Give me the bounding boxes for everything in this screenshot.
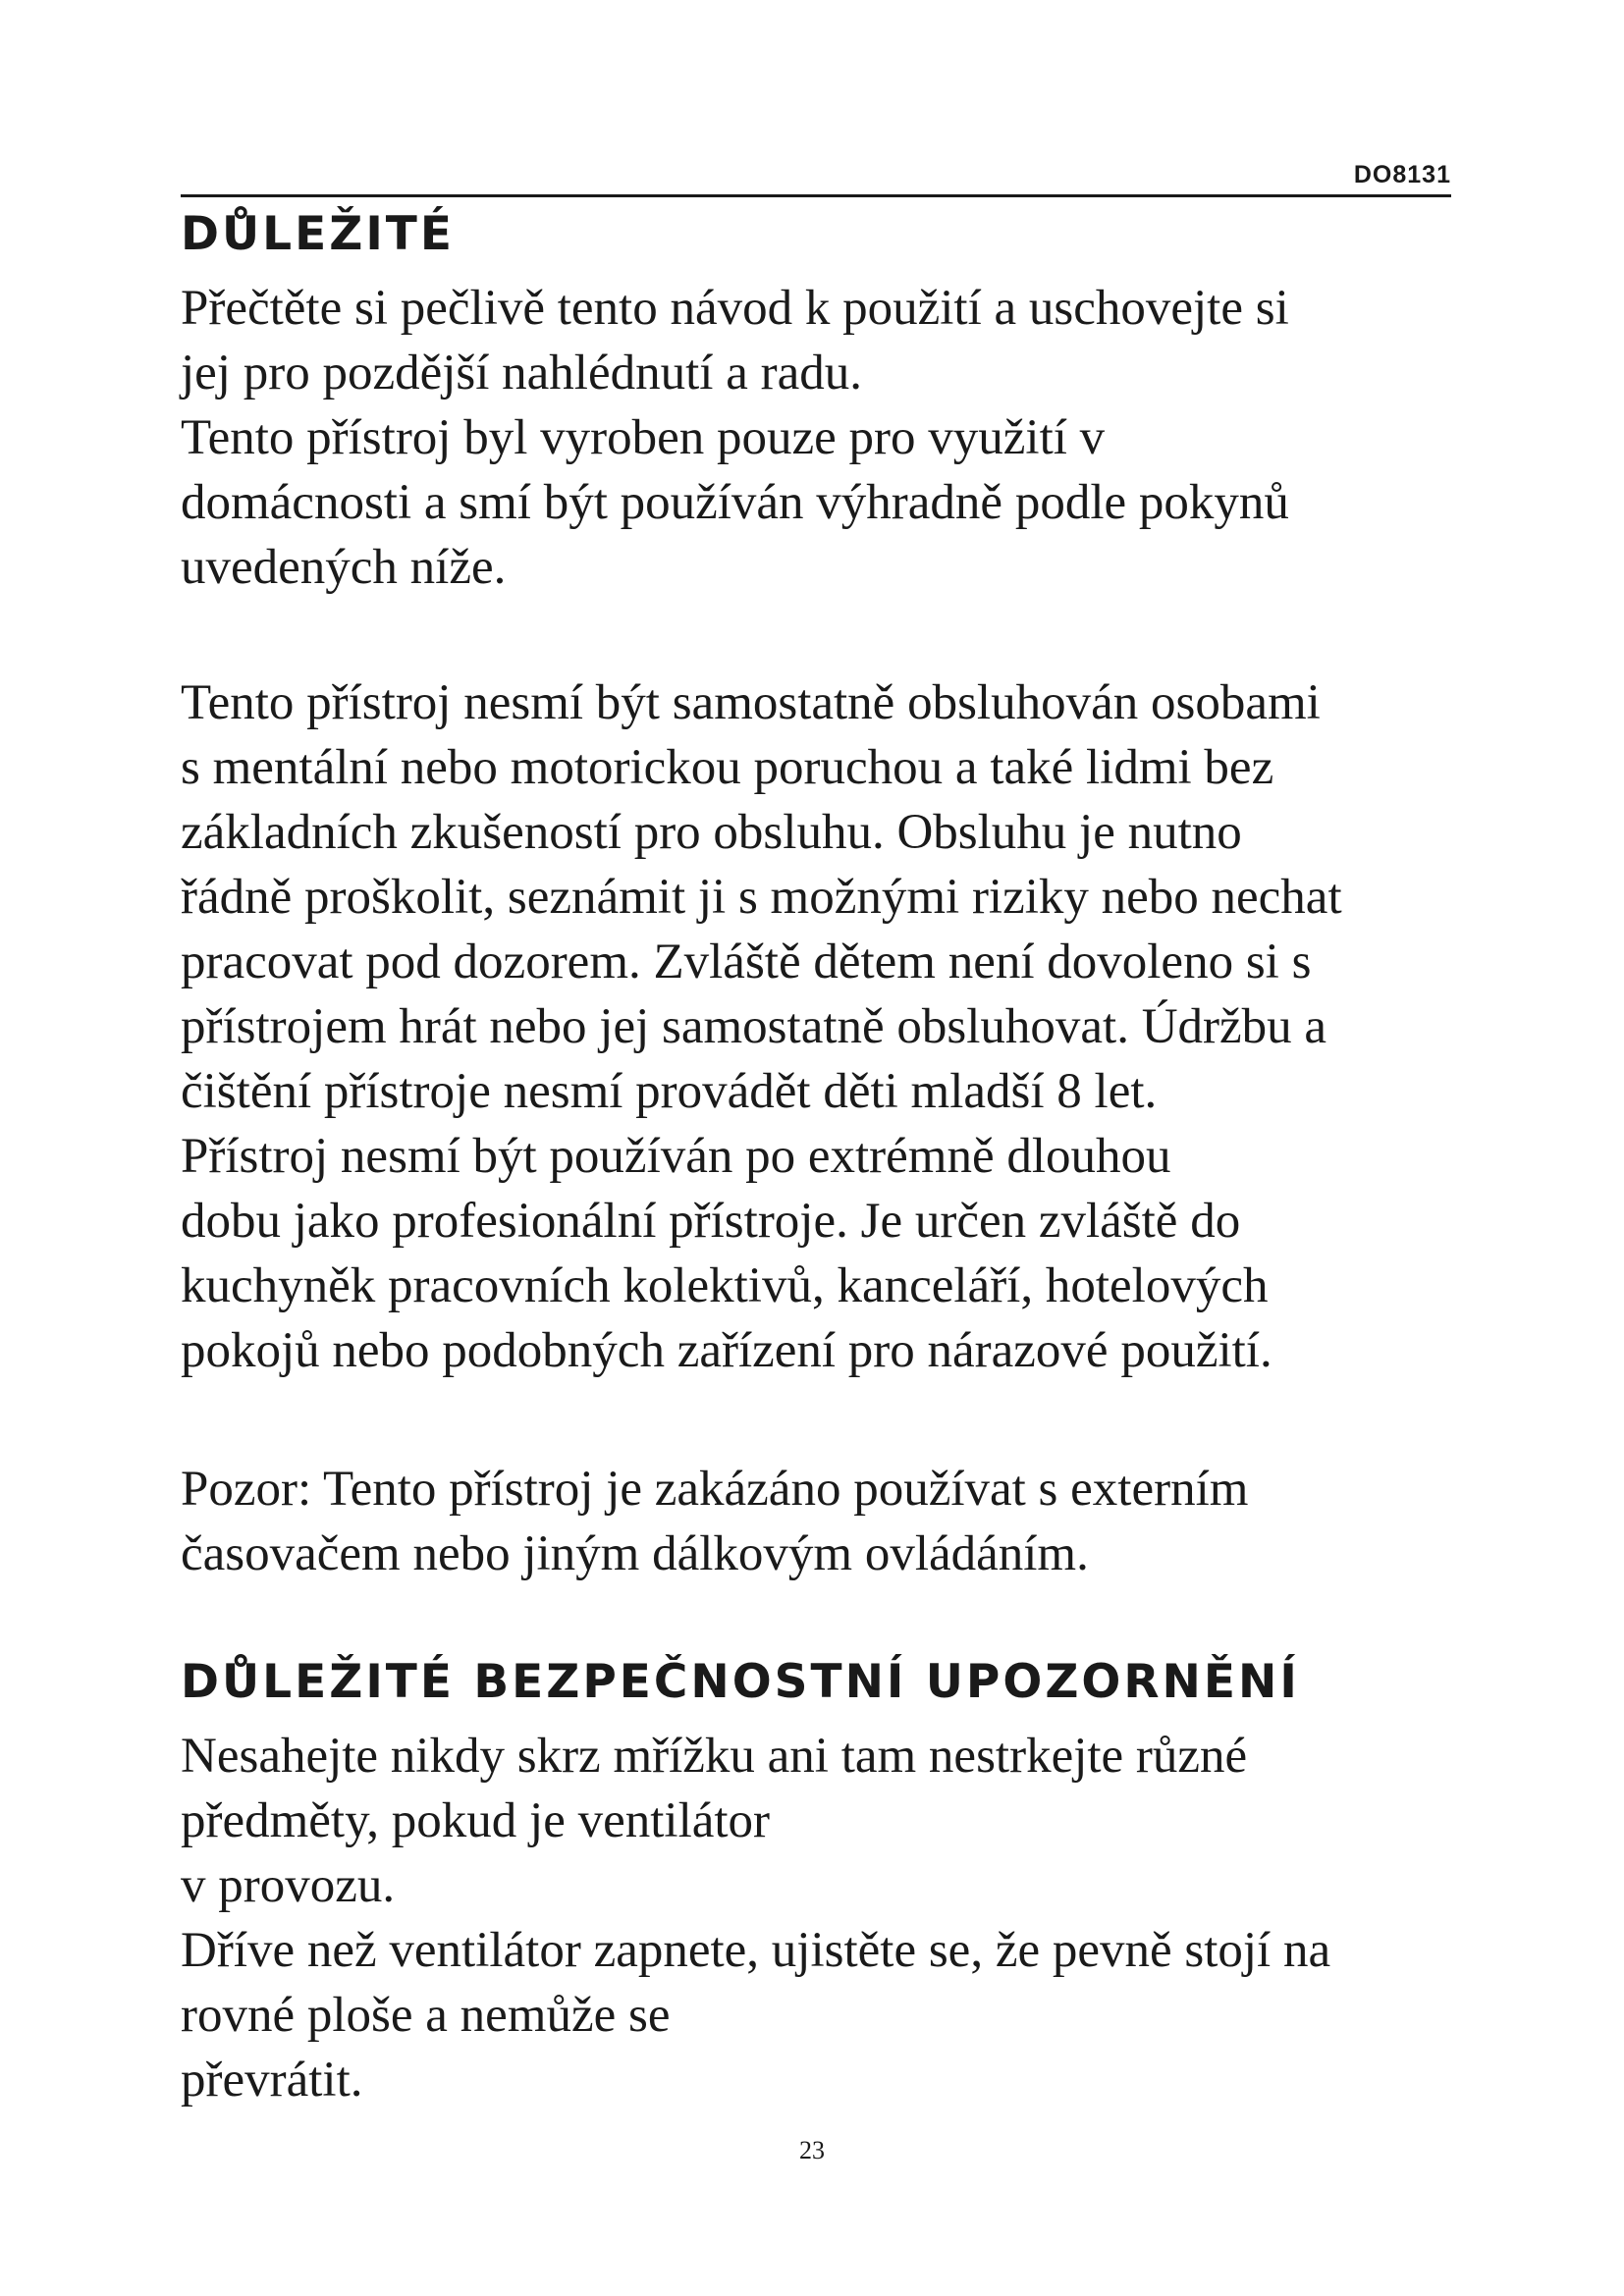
text-line: domácnosti a smí být používán výhradně podle pokynů xyxy=(181,475,1289,530)
text-line: řádně proškolit, seznámit ji s možnými riziky nebo nechat xyxy=(181,870,1342,925)
page-number: 23 xyxy=(799,2136,825,2164)
text-line: kuchyněk pracovních kolektivů, kanceláří, hotelových xyxy=(181,1258,1269,1313)
text-line: pracovat pod dozorem. Zvláště dětem není dovoleno si s xyxy=(181,934,1312,989)
model-code: DO8131 xyxy=(1353,161,1451,188)
intro-paragraph xyxy=(181,276,1477,600)
text-line: předměty, pokud je ventilátor xyxy=(181,1793,771,1848)
text-line: Tento přístroj byl vyroben pouze pro využití v xyxy=(181,410,1106,465)
timer-warning-paragraph xyxy=(181,1457,1477,1586)
text-line: jej pro pozdější nahlédnutí a radu. xyxy=(181,346,862,400)
text-line: převrátit. xyxy=(181,2053,363,2108)
text-line: přístrojem hrát nebo jej samostatně obsluhovat. Údržbu a xyxy=(181,999,1327,1054)
text-line: základních zkušeností pro obsluhu. Obsluhu je nutno xyxy=(181,805,1242,860)
text-line: Dříve než ventilátor zapnete, ujistěte se, že pevně stojí na xyxy=(181,1923,1331,1978)
safety-paragraph xyxy=(181,1724,1477,2112)
text-line: s mentální nebo motorickou poruchou a také lidmi bez xyxy=(181,740,1274,795)
text-line: Pozor: Tento přístroj je zakázáno používat s externím xyxy=(181,1462,1249,1517)
text-line: dobu jako profesionální přístroje. Je určen zvláště do xyxy=(181,1194,1241,1249)
text-line: rovné ploše a nemůže se xyxy=(181,1988,671,2043)
header-divider xyxy=(181,194,1451,197)
text-line: časovačem nebo jiným dálkovým ovládáním. xyxy=(181,1526,1089,1581)
text-line: Tento přístroj nesmí být samostatně obsluhován osobami xyxy=(181,675,1321,730)
text-line: Nesahejte nikdy skrz mřížku ani tam nestrkejte různé xyxy=(181,1729,1248,1784)
usage-restrictions-paragraph xyxy=(181,670,1477,1383)
text-line: Přístroj nesmí být používán po extrémně dlouhou xyxy=(181,1129,1171,1184)
text-line: uvedených níže. xyxy=(181,540,507,595)
text-line: pokojů nebo podobných zařízení pro nárazové použití. xyxy=(181,1323,1272,1378)
section-heading-important: DŮLEŽITÉ xyxy=(181,207,455,261)
text-line: v provozu. xyxy=(181,1858,396,1913)
text-line: Přečtěte si pečlivě tento návod k použití a uschovejte si xyxy=(181,281,1289,336)
section-heading-safety: DŮLEŽITÉ BEZPEČNOSTNÍ UPOZORNĚNÍ xyxy=(181,1655,1300,1709)
text-line: čištění přístroje nesmí provádět děti mladší 8 let. xyxy=(181,1064,1158,1119)
